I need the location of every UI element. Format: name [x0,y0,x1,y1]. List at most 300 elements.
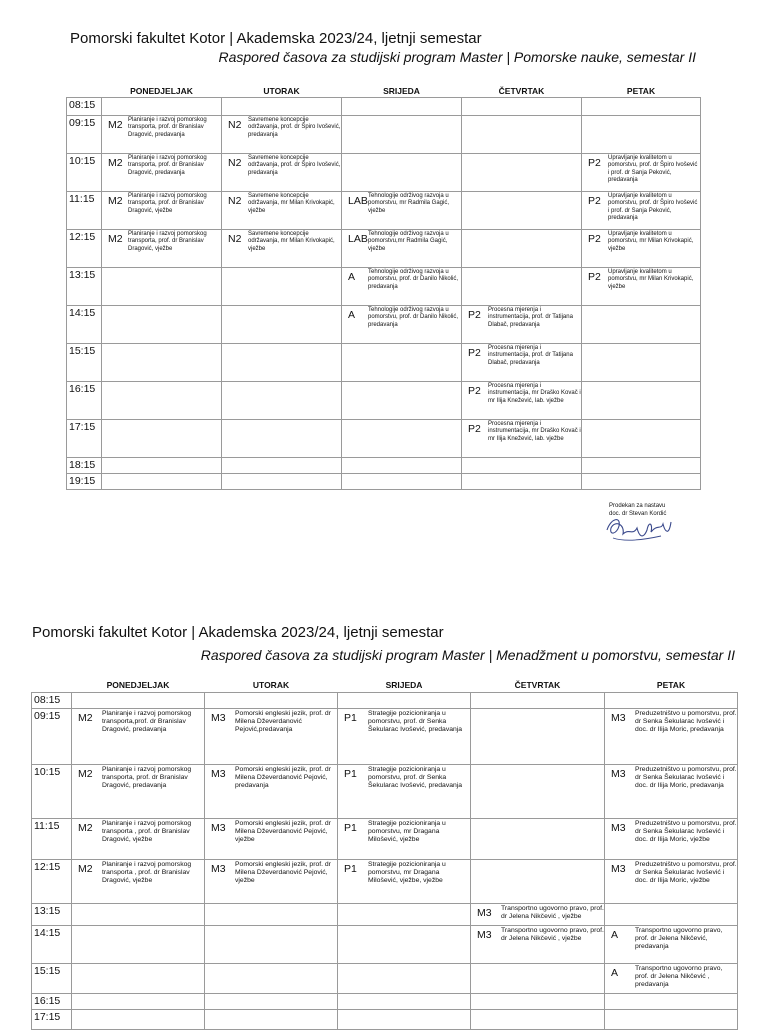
class-cell [462,115,582,153]
class-cell [205,764,338,818]
class-entry [72,904,204,907]
course-code [205,994,235,997]
schedule-row [67,97,701,115]
class-entry [462,154,581,157]
class-cell [342,419,462,457]
course-code [342,382,368,385]
class-entry [582,154,700,185]
class-cell [222,457,342,473]
course-code [471,819,501,822]
time-slot: 10:15 [67,153,102,191]
class-entry [582,344,700,347]
class-entry [471,926,604,944]
class-cell [462,229,582,267]
course-description: Pomorski engleski jezik, prof. dr Milena Dževerdanović Pejović, vježbe [235,819,331,844]
course-code [462,154,488,157]
time-slot: 19:15 [67,473,102,489]
schedule2-title: Pomorski fakultet Kotor | Akademska 2023/24, ljetnji semestar [32,624,444,641]
course-code: LAB [348,232,368,245]
class-cell [102,419,222,457]
course-code: N2 [228,156,242,169]
course-code [582,474,608,477]
schedule-row [67,191,701,229]
course-description: Preduzetništvo u pomorstvu, prof. dr Senka Šekularac Ivošević i doc. dr Ilija Moric, vježbe [635,860,737,885]
class-entry [222,474,341,477]
course-code [605,904,635,907]
class-entry [342,344,461,347]
course-description: Procesna mjerenja i instrumentacija, prof. dr Tatijana Dlabač, predavanja [488,344,573,366]
course-description: Planiranje i razvoj pomorskog transporta , prof. dr Branislav Dragović, vježbe [102,819,192,844]
course-code: N2 [228,194,242,207]
class-entry [222,344,341,347]
course-description: Tehnologije održivog razvoja u pomorstvu, prof. dr Danilo Nikolić, predavanja [368,268,459,290]
class-cell [102,267,222,305]
course-code [471,994,501,997]
class-cell [342,115,462,153]
class-entry [471,765,604,768]
schedule-row [67,229,701,267]
course-code: M3 [611,821,626,834]
class-cell [205,963,338,993]
class-entry [462,116,581,119]
course-description: Planiranje i razvoj pomorskog transporta,prof. dr Branislav Dragović, predavanja [102,709,192,734]
schedule2-table [31,679,738,1030]
course-code [582,420,608,423]
course-code [582,344,608,347]
class-entry [338,994,470,997]
class-entry [342,268,461,292]
course-code [582,306,608,309]
time-slot: 12:15 [67,229,102,267]
course-code [205,926,235,929]
course-code [342,154,368,157]
course-description: Savremene koncepcije održavanja, prof. dr Špiro Ivošević, predavanja [248,154,341,176]
course-description: Upravljanje kvalitetom u pomorstvu, prof. dr Špiro Ivošević i prof. dr Sanja Peković, predavanja [608,192,698,221]
class-cell [582,305,701,343]
class-entry [471,1010,604,1013]
class-entry [471,860,604,863]
class-cell [338,708,471,764]
schedule-row [32,764,738,818]
class-cell [462,267,582,305]
class-entry [471,904,604,922]
class-entry [72,964,204,967]
handwritten-signature [603,510,675,544]
course-code: M2 [78,862,93,875]
course-code [462,458,488,461]
schedule-row [67,419,701,457]
schedule1-subtitle: Raspored časova za studijski program Master | Pomorske nauke, semestar II [218,49,696,65]
course-description: Strategije pozicioniranja u pomorstvu, prof. dr Senka Šekularac Ivošević, predavanja [368,709,463,734]
class-cell [605,993,738,1009]
course-code: P2 [588,232,601,245]
course-code [338,926,368,929]
class-entry [605,1010,737,1013]
course-description: Transportno ugovorno pravo, prof. dr Jelena Nikčević , vježbe [501,926,604,942]
class-entry [102,230,221,254]
course-code: P1 [344,711,357,724]
day-header: ČETVRTAK [498,85,545,96]
course-code [222,268,248,271]
class-cell [471,708,605,764]
class-cell [338,818,471,859]
class-cell [582,97,701,115]
course-code [72,1010,102,1013]
class-cell [462,305,582,343]
class-cell [222,473,342,489]
class-cell [471,764,605,818]
class-cell [462,191,582,229]
course-code [471,860,501,863]
class-entry [102,382,221,385]
class-entry [462,420,581,444]
course-code [102,474,128,477]
schedule2-subtitle: Raspored časova za studijski program Master | Menadžment u pomorstvu, semestar II [200,647,735,663]
course-description: Tehnologije održivog razvoja u pomorstvu, prof. dr Danilo Nikolić, predavanja [368,306,459,328]
class-cell [462,457,582,473]
course-description: Savremene koncepcije održavanja, mr Milan Krivokapić, vježbe [248,230,335,252]
class-cell [102,229,222,267]
class-cell [72,963,205,993]
class-entry [462,98,581,101]
class-entry [205,904,337,907]
class-entry [102,306,221,309]
class-cell [72,1009,205,1029]
course-code: P2 [468,308,481,321]
class-entry [338,1010,470,1013]
class-entry [582,458,700,461]
class-cell [605,963,738,993]
class-entry [102,116,221,140]
course-code [102,458,128,461]
class-cell [222,267,342,305]
class-entry [205,709,337,735]
course-description: Upravljanje kvalitetom u pomorstvu, mr Milan Krivokapić, vježbe [608,230,694,252]
class-entry [462,268,581,271]
course-code: M3 [211,862,226,875]
course-code [605,1010,635,1013]
class-cell [102,191,222,229]
course-description: Pomorski engleski jezik, prof. dr Milena Dževerdanović Pejović, predavanja [235,765,331,790]
schedule-row [67,267,701,305]
class-entry [605,709,737,735]
class-entry [582,420,700,423]
course-description: Strategije pozicioniranja u pomorstvu, prof. dr Senka Šekularac Ivošević, predavanja [368,765,463,790]
class-cell [338,993,471,1009]
class-entry [205,994,337,997]
class-entry [338,693,470,696]
schedule1-title: Pomorski fakultet Kotor | Akademska 2023/24, ljetnji semestar [70,30,482,47]
course-code [205,1010,235,1013]
class-cell [72,818,205,859]
course-description: Pomorski engleski jezik, prof. dr Milena Dževerdanović Pejović, vježbe [235,860,331,885]
class-entry [338,819,470,845]
class-entry [72,819,204,845]
course-code [222,382,248,385]
class-cell [338,903,471,925]
class-entry [582,268,700,292]
day-header: SRIJEDA [385,680,423,691]
class-entry [605,994,737,997]
class-cell [72,993,205,1009]
class-cell [605,903,738,925]
schedule-row [67,457,701,473]
class-entry [471,709,604,712]
course-code [205,904,235,907]
course-description: Transportno ugovorno pravo, prof. dr Jelena Nikčević, predavanja [635,926,723,951]
class-cell [605,708,738,764]
time-slot: 17:15 [67,419,102,457]
course-description: Savremene koncepcije održavanja, prof. dr Špiro Ivošević, predavanja [248,116,341,138]
course-code [342,474,368,477]
class-cell [342,229,462,267]
class-cell [222,381,342,419]
course-code [102,98,128,101]
signature-name: doc. dr Stevan Kordić [609,511,667,518]
class-entry [222,420,341,423]
class-entry [605,693,737,696]
class-cell [471,993,605,1009]
class-cell [205,1009,338,1029]
class-cell [205,993,338,1009]
class-cell [72,903,205,925]
course-code: M2 [108,194,123,207]
class-cell [102,115,222,153]
class-entry [342,474,461,477]
class-cell [582,473,701,489]
class-entry [338,709,470,735]
course-code [462,116,488,119]
course-code [342,458,368,461]
class-cell [102,153,222,191]
class-entry [222,192,341,216]
class-cell [72,708,205,764]
class-cell [205,692,338,708]
class-cell [72,925,205,963]
day-header: SRIJEDA [383,85,420,96]
course-code [605,994,635,997]
course-code [222,420,248,423]
class-entry [462,306,581,330]
course-code [72,926,102,929]
class-entry [471,964,604,967]
class-cell [102,97,222,115]
course-code [338,994,368,997]
class-cell [342,305,462,343]
course-code: M2 [78,821,93,834]
class-entry [222,98,341,101]
class-entry [205,819,337,845]
class-entry [205,860,337,886]
class-entry [462,230,581,233]
time-header [67,85,102,97]
class-cell [605,692,738,708]
course-code: P2 [468,384,481,397]
class-entry [471,994,604,997]
class-entry [462,474,581,477]
class-entry [102,98,221,101]
class-entry [338,926,470,929]
course-code: P2 [468,422,481,435]
course-description: Planiranje i razvoj pomorskog transporta, prof. dr Branislav Dragović, predavanja [128,154,207,176]
class-entry [222,382,341,385]
time-slot: 09:15 [32,708,72,764]
course-code [342,98,368,101]
class-cell [338,859,471,903]
schedule-row [32,993,738,1009]
class-cell [605,818,738,859]
class-cell [462,153,582,191]
class-entry [72,1010,204,1013]
signature-title: Prodekan za nastavu [609,503,666,509]
class-entry [342,306,461,330]
course-description: Procesna mjerenja i instrumentacija, mr Draško Kovač i mr Ilija Knežević, lab. vježbe [488,382,581,404]
schedule-row [32,859,738,903]
class-entry [222,116,341,140]
time-header [32,679,72,692]
schedule-row [32,1009,738,1029]
class-entry [102,344,221,347]
course-code: P2 [468,346,481,359]
course-code [462,98,488,101]
course-code [72,904,102,907]
course-code [471,1010,501,1013]
course-code [342,344,368,347]
class-cell [205,859,338,903]
class-entry [102,268,221,271]
class-entry [222,230,341,254]
course-code: M3 [477,906,492,919]
class-cell [605,925,738,963]
course-description: Tehnologije održivog razvoja u pomorstvu,mr Radmila Gagić, vježbe [368,230,449,252]
course-code: P1 [344,767,357,780]
course-code: M3 [211,821,226,834]
class-entry [72,926,204,929]
course-code [338,964,368,967]
class-cell [72,859,205,903]
class-entry [582,192,700,223]
class-cell [582,229,701,267]
class-cell [338,925,471,963]
class-entry [338,964,470,967]
class-cell [338,963,471,993]
class-cell [582,343,701,381]
schedule-row [67,381,701,419]
time-slot: 11:15 [67,191,102,229]
course-code [102,268,128,271]
course-description: Transportno ugovorno pravo, prof. dr Jelena Nikčević , vježbe [501,904,604,920]
class-entry [338,765,470,791]
course-description: Transportno ugovorno pravo, prof. dr Jelena Nikčević , predavanja [635,964,723,989]
class-cell [72,692,205,708]
class-cell [338,692,471,708]
course-code [102,344,128,347]
class-entry [462,458,581,461]
schedule-row [32,903,738,925]
class-entry [222,458,341,461]
class-cell [605,1009,738,1029]
course-code: P1 [344,862,357,875]
day-header: ČETVRTAK [514,680,561,691]
class-cell [222,229,342,267]
class-cell [342,457,462,473]
time-slot: 12:15 [32,859,72,903]
course-description: Strategije pozicioniranja u pomorstvu, mr Dragana Milošević, vježbe, vježbe [368,860,446,885]
course-code: LAB [348,194,368,207]
class-entry [338,904,470,907]
course-description: Planiranje i razvoj pomorskog transporta, prof. dr Branislav Dragović, vježbe [128,230,207,252]
course-code: P2 [588,156,601,169]
course-code [222,474,248,477]
course-description: Planiranje i razvoj pomorskog transporta, prof. dr Branislav Dragović, vježbe [128,192,207,214]
class-cell [605,859,738,903]
class-entry [471,819,604,822]
class-cell [342,473,462,489]
class-entry [205,1010,337,1013]
class-entry [342,98,461,101]
class-cell [582,267,701,305]
class-entry [605,926,737,952]
day-header: UTORAK [263,85,300,96]
class-cell [205,925,338,963]
schedule-row [67,305,701,343]
class-entry [102,420,221,423]
course-code [462,474,488,477]
time-slot: 16:15 [32,993,72,1009]
schedule-row [32,708,738,764]
class-cell [342,191,462,229]
class-entry [205,693,337,696]
class-cell [342,267,462,305]
class-entry [605,765,737,791]
time-slot: 13:15 [32,903,72,925]
time-slot: 15:15 [67,343,102,381]
class-cell [338,764,471,818]
class-entry [338,860,470,886]
class-entry [72,860,204,886]
class-cell [462,419,582,457]
class-cell [222,305,342,343]
schedule-row [67,343,701,381]
course-code: P2 [588,270,601,283]
class-entry [342,382,461,385]
schedule2-header-row [32,679,738,692]
class-entry [582,98,700,101]
course-code: A [348,308,356,321]
class-entry [222,306,341,309]
class-entry [342,230,461,254]
course-code: A [611,928,619,941]
course-code [338,904,368,907]
course-code [342,116,368,119]
class-entry [72,693,204,696]
class-entry [205,765,337,791]
course-description: Preduzetništvo u pomorstvu, prof. dr Senka Šekularac Ivošević i doc. dr Ilija Moric, vježbe [635,819,737,844]
course-code [102,382,128,385]
class-entry [72,709,204,735]
course-description: Savremene koncepcije održavanja, mr Milan Krivokapić, vježbe [248,192,335,214]
course-code: M2 [108,156,123,169]
course-code [471,964,501,967]
course-code [102,420,128,423]
course-description: Tehnologije održivog razvoja u pomorstvu, mr Radmila Gagić, vježbe [368,192,450,214]
course-code: M3 [477,928,492,941]
class-entry [462,344,581,368]
course-description: Pomorski engleski jezik, prof. dr Milena Dževerdanović Pejović,predavanja [235,709,331,734]
course-code [471,693,501,696]
day-header: PETAK [656,680,686,691]
class-entry [342,458,461,461]
